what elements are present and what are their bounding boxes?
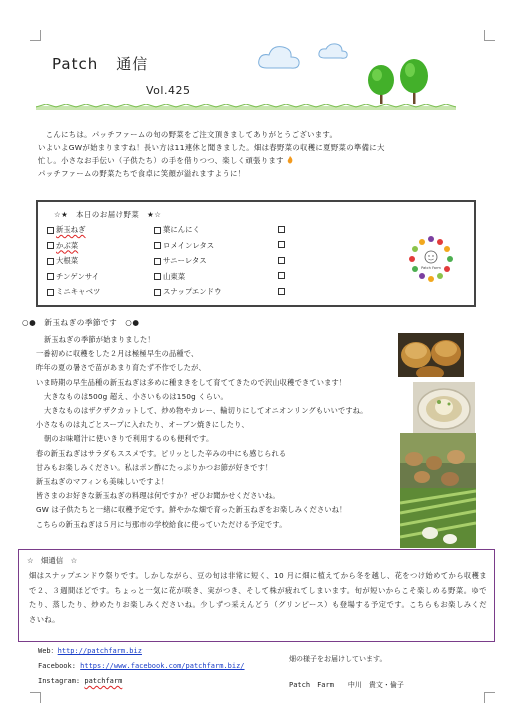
onion-section-heading: ○● 新玉ねぎの季節です ○● — [22, 318, 140, 327]
facebook-line: Facebook: https://www.facebook.com/patchfarm.biz/ — [38, 662, 245, 670]
onion-soup-photo — [413, 382, 475, 434]
vegetable-column-2 — [154, 224, 221, 302]
website-link[interactable]: http://patchfarm.biz — [57, 647, 142, 655]
field-news-box — [18, 549, 495, 642]
cloud-icon — [259, 47, 299, 69]
vegetable-item: 葉にんにく — [154, 224, 221, 240]
checkbox-icon[interactable] — [154, 273, 161, 280]
title-left: Patch — [52, 55, 99, 73]
onion-line: 朝のお味噌汁に使いきりで利用するのも便利です。 — [44, 434, 214, 444]
intro-line: 忙し。小さなお手伝い（子供たち）の手を借りつつ、楽しく頑張ります — [38, 154, 478, 167]
intro-paragraph — [38, 128, 478, 180]
grass-divider — [36, 104, 456, 110]
vegetable-item — [278, 255, 287, 271]
vegetable-item: チンゲンサイ — [47, 271, 100, 287]
checkbox-icon[interactable] — [47, 273, 54, 280]
vegetable-column-3 — [278, 224, 287, 302]
instagram-handle: patchfarm — [84, 677, 123, 685]
vegetable-item: サニーレタス — [154, 255, 221, 271]
checkbox-icon[interactable] — [47, 258, 54, 265]
checkbox-icon[interactable] — [154, 289, 161, 296]
onion-line: 一番初めに収穫をした２月は極極早生の品種で、 — [36, 349, 199, 359]
vegetable-item — [278, 271, 287, 287]
intro-line: いよいよGWが始まりますね！長い方は11連休と聞きました。畑は春野菜の収穫に夏野菜の準備に大 — [38, 143, 385, 152]
vegetable-item: 大根菜 — [47, 255, 100, 271]
instagram-line: Instagram: patchfarm — [38, 677, 123, 685]
title-right: 通信 — [116, 55, 149, 73]
checkbox-icon[interactable] — [47, 227, 54, 234]
footer-note — [289, 644, 404, 691]
field-news-heading: ☆ 畑通信 ☆ — [27, 556, 78, 565]
onion-line: 新玉ねぎの季節が始まりました！ — [44, 335, 155, 344]
vegetable-item: ロメインレタス — [154, 240, 221, 256]
checkbox-icon[interactable] — [154, 242, 161, 249]
intro-line: パッチファームの野菜たちで食卓に笑顔が溢れますように！ — [38, 169, 246, 178]
checkbox-icon[interactable] — [278, 257, 285, 264]
onion-line: GW は子供たちと一緒に収穫予定です。鮮やかな畑で育った新玉ねぎをお楽しみくださいね！ — [36, 505, 347, 515]
checkbox-icon[interactable] — [154, 258, 161, 265]
delivery-heading: ☆★ 本日のお届け野菜 ★☆ — [54, 210, 162, 219]
web-line: Web：http://patchfarm.biz — [38, 647, 142, 655]
page-margin-corner — [30, 692, 41, 703]
flame-emoji-icon — [286, 156, 294, 164]
onion-line: 昨年の夏の暑さで苗があまり育たず不作でしたが、 — [36, 363, 206, 373]
patch-farm-logo — [406, 234, 456, 284]
tree-icon — [400, 59, 428, 104]
onion-line: こちらの新玉ねぎは５月に与那市の学校給食に使っていただける予定です。 — [36, 519, 287, 529]
onion-line: 皆さまのお好きな新玉ねぎの料理は何ですか？ぜひお聞かせくださいね。 — [36, 491, 280, 501]
onion-harvest-photo — [400, 433, 476, 548]
footer-note-text: 畑の様子をお届けしています。 — [289, 655, 387, 663]
volume-number: Vol.425 — [146, 84, 191, 97]
onion-line: 大きなものはザクザクカットして、炒め物やカレー、輪切りにしてオニオンリングもいいですね。 — [44, 406, 368, 416]
checkbox-icon[interactable] — [154, 227, 161, 234]
onion-section-body — [36, 333, 396, 532]
page-margin-corner — [30, 30, 41, 41]
page-margin-corner — [484, 30, 495, 41]
onion-line: 新玉ねぎのマフィンも美味しいですよ！ — [36, 477, 169, 487]
newsletter-title — [52, 53, 148, 74]
onion-line: いま時期の早生品種の新玉ねぎは多めに種まきをして育ててきたので沢山収穫できています！ — [36, 377, 347, 387]
onion-line: 春の新玉ねぎはサラダもススメです。ピリッとした辛みの中にも感じられる — [36, 448, 287, 458]
footer-signature: Patch Farm 中川 貴文・倫子 — [289, 681, 404, 689]
vegetable-item — [278, 286, 287, 302]
cloud-icon — [319, 44, 347, 58]
onion-line: 大きなものは500g 超え、小さいものは150g くらい。 — [44, 391, 228, 401]
checkbox-icon[interactable] — [278, 272, 285, 279]
tree-icon — [368, 65, 394, 104]
onion-line: 小さなものは丸ごとスープに入れたり、オーブン焼きにしたり、 — [36, 420, 249, 430]
checkbox-icon[interactable] — [47, 242, 54, 249]
onion-line: 甘みもお楽しみください。私はポン酢にたっぷりかつお節が好きです！ — [36, 462, 273, 472]
intro-line: こんにちは。パッチファームの旬の野菜をご注文頂きましてありがとうございます。 — [38, 130, 338, 139]
vegetable-column-1 — [47, 224, 100, 302]
checkbox-icon[interactable] — [278, 288, 285, 295]
logo-text: Patch Farm — [421, 266, 441, 270]
vegetable-item: 山東菜 — [154, 271, 221, 287]
onion-muffin-photo — [398, 333, 464, 377]
vegetable-item — [278, 224, 287, 240]
checkbox-icon[interactable] — [47, 289, 54, 296]
vegetable-item: 新玉ねぎ — [47, 224, 100, 240]
checkbox-icon[interactable] — [278, 226, 285, 233]
vegetable-item — [278, 240, 287, 256]
clouds-trees-illustration — [255, 40, 455, 110]
field-news-text: 畑はスナップエンドウ祭りです。しかしながら、豆の旬は非常に短く、10 月に畑に植えてから冬を越し、花をつけ始めてから収穫まで２、３週間ほどです。ちょっと一気に花が咲き、実がつき、そして株が疲れてしまいます。旬が短いからこそ楽しめる野菜。ゆでたり、蒸したり、炒めたりお楽しみくださいね。少しずつ采えんどう（グリンピース）も登場する予定です。こちらもお楽しみくださいね。 — [29, 571, 487, 624]
page-margin-corner — [484, 692, 495, 703]
vegetable-item: かぶ菜 — [47, 240, 100, 256]
vegetable-item: ミニキャベツ — [47, 286, 100, 302]
contact-footer — [38, 644, 245, 689]
checkbox-icon[interactable] — [278, 241, 285, 248]
vegetable-item: スナップエンドウ — [154, 286, 221, 302]
facebook-link[interactable]: https://www.facebook.com/patchfarm.biz/ — [80, 662, 245, 670]
